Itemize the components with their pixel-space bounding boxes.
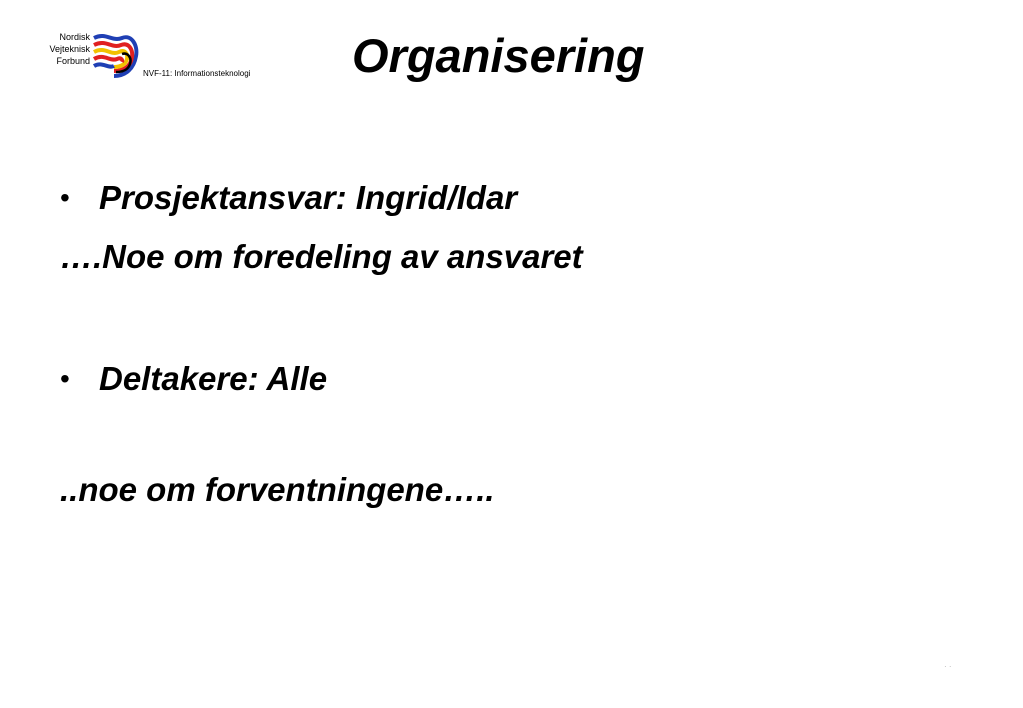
logo-subtitle: NVF-11: Informationsteknologi <box>143 69 251 78</box>
subline-responsibility-note: ….Noe om foredeling av ansvaret <box>60 238 583 275</box>
org-line-3: Forbund <box>56 56 90 66</box>
page-marker: · · <box>944 662 952 671</box>
bullet-item-project-responsibility: Prosjektansvar: Ingrid/Idar <box>99 179 518 216</box>
bullet-marker-1: • <box>60 182 70 213</box>
subline-expectations-note: ..noe om forventningene….. <box>60 471 495 508</box>
organization-name <box>30 31 90 67</box>
page-title: Organisering <box>352 29 645 82</box>
nvf-logo-block <box>30 30 280 85</box>
bullet-marker-2: • <box>60 363 70 394</box>
org-line-1: Nordisk <box>59 32 90 42</box>
org-line-2: Vejteknisk <box>49 44 90 54</box>
bullet-item-participants: Deltakere: Alle <box>99 360 328 397</box>
nvf-wave-logo-icon <box>92 32 140 78</box>
